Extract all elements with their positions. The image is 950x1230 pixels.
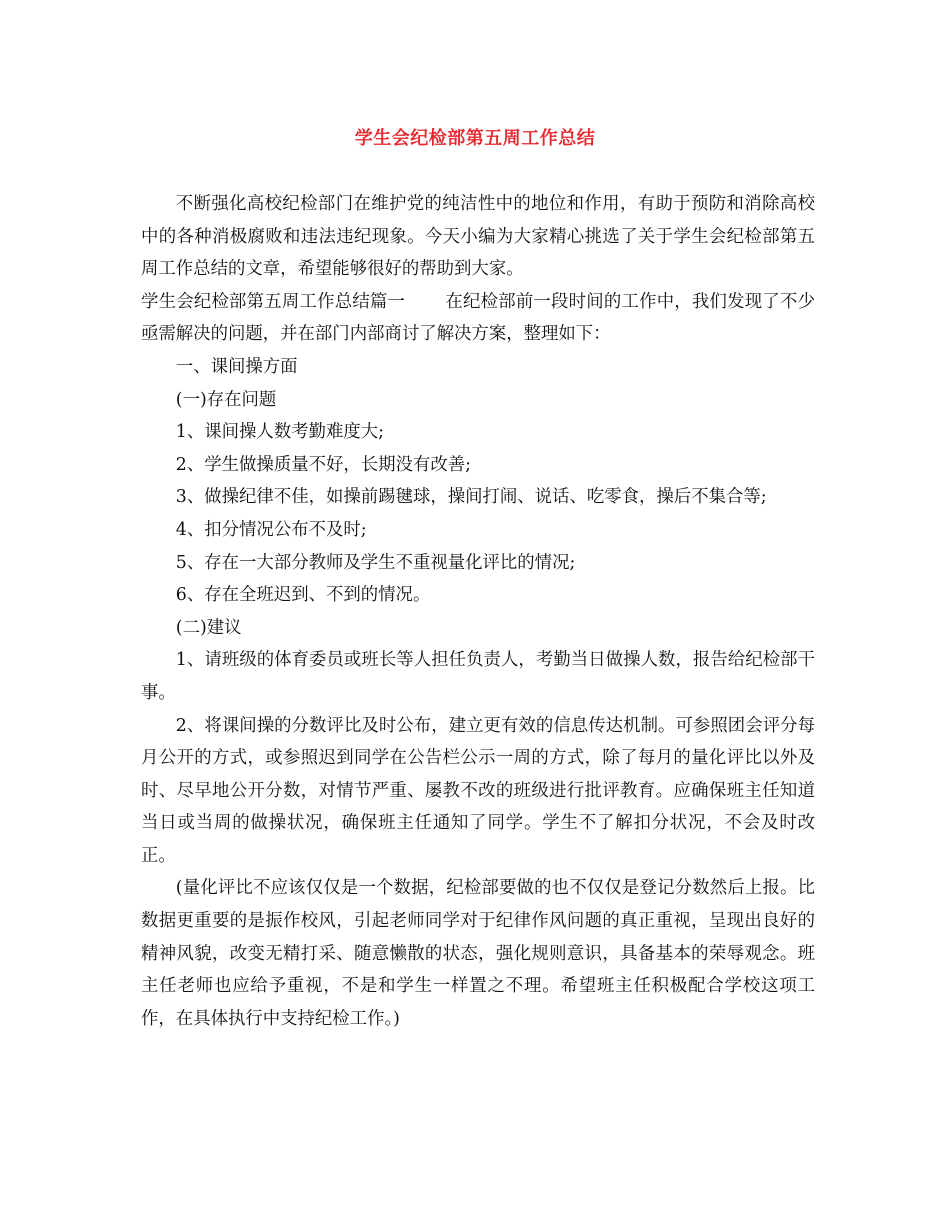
subsection-heading-suggestions: (二)建议 [175, 617, 242, 638]
suggestion-item: 1、请班级的体育委员或班长等人担任负责人，考勤当日做操人数，报告给纪检部干事。 [141, 650, 815, 703]
document-body [141, 188, 815, 1035]
problem-item: 2、学生做操质量不好，长期没有改善; [175, 454, 471, 475]
problem-item: 6、存在全班迟到、不到的情况。 [175, 585, 431, 606]
article-heading-paragraph [141, 286, 815, 351]
article-lead: 在纪检部前一段时间的工作中，我们发现了不少亟需解决的问题，并在部门内部商讨了解决方案，整理如下： [141, 291, 815, 345]
problem-item: 1、课间操人数考勤难度大; [175, 422, 385, 443]
document-title: 学生会纪检部第五周工作总结 [354, 128, 596, 149]
section-heading: 一、课间操方面 [175, 356, 298, 377]
article-heading: 学生会纪检部第五周工作总结篇一 [141, 291, 406, 312]
problem-item: 4、扣分情况公布不及时; [175, 519, 367, 540]
suggestion-item: 2、将课间操的分数评比及时公布，建立更有效的信息传达机制。可参照团会评分每月公开的方式，或参照迟到同学在公告栏公示一周的方式，除了每月的量化评比以外及时、尽早地公开分数，对情节严重、屡教不改的班级进行批评教育。应确保班主任知道当日或当周的做操状况，确保班主任通知了同学。学生不了解扣分状况，不会及时改正。 [141, 715, 815, 866]
problem-item: 3、做操纪律不佳，如操前踢毽球，操间打闹、说话、吃零食，操后不集合等; [175, 487, 767, 508]
subsection-heading-problems: (一)存在问题 [175, 389, 277, 410]
problem-item: 5、存在一大部分教师及学生不重视量化评比的情况; [175, 552, 576, 573]
intro-paragraph: 不断强化高校纪检部门在维护党的纯洁性中的地位和作用，有助于预防和消除高校中的各种消极腐败和违法违纪现象。今天小编为大家精心挑选了关于学生会纪检部第五周工作总结的文章，希望能够很好的帮助到大家。 [141, 194, 815, 280]
note-paragraph: (量化评比不应该仅仅是一个数据，纪检部要做的也不仅仅是登记分数然后上报。比数据更重要的是振作校风，引起老师同学对于纪律作风问题的真正重视，呈现出良好的精神风貌，改变无精打采、随意懒散的状态，强化规则意识，具备基本的荣辱观念。班主任老师也应给予重视，不是和学生一样置之不理。希望班主任积极配合学校这项工作，在具体执行中支持纪检工作。) [141, 878, 815, 1029]
